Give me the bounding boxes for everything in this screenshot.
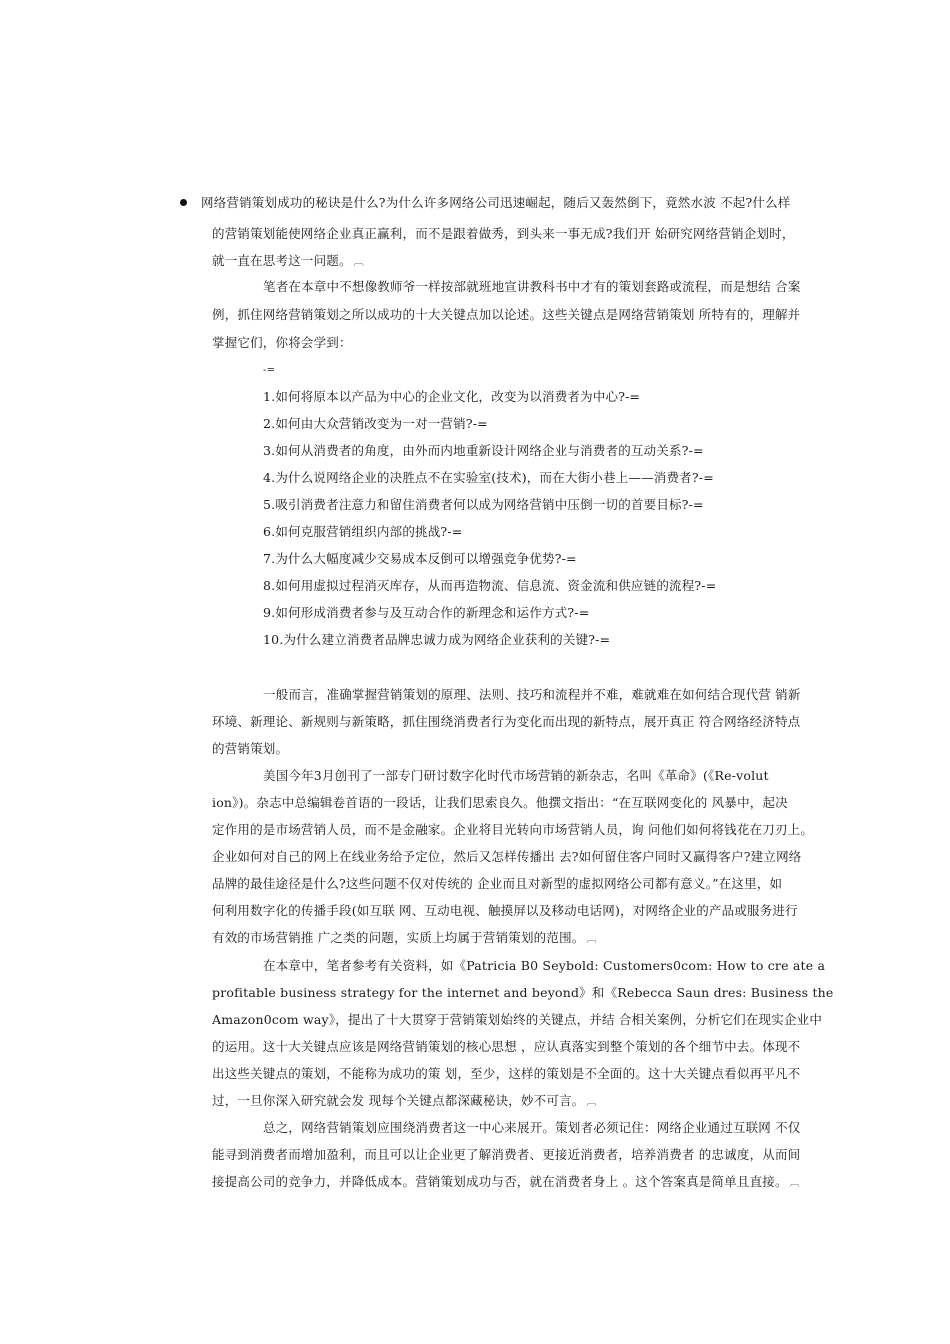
list-item: 3.如何从消费者的角度，由外而内地重新设计网络企业与消费者的互动关系?-=	[263, 443, 704, 458]
para4-line-6: 过，一旦你深入研究就会发 现每个关键点都深藏秘诀，妙不可言。 ︹	[212, 1092, 597, 1112]
para5-line-2: 能寻到消费者而增加盈利，而且可以让企业更了解消费者、更接近消费者，培养消费者 的忠诚度，从而间	[212, 1147, 801, 1162]
list-item: 9.如何形成消费者参与及互动合作的新理念和运作方式?-=	[263, 605, 590, 620]
list-item: 10.为什么建立消费者品牌忠诚力成为网络企业获利的关键?-=	[263, 632, 611, 647]
intro-line-2: 的营销策划能使网络企业真正赢利，而不是跟着做秀，到头来一事无成?我们开 始研究网络营销企划时，	[212, 226, 795, 241]
intro-line-1: 网络营销策划成功的秘诀是什么?为什么许多网络公司迅速崛起，随后又轰然倒下，竟然水波 不起?什么样	[201, 195, 791, 210]
para2-line-3: 的营销策划。	[212, 741, 289, 756]
para1-line-1: 笔者在本章中不想像教师爷一样按部就班地宣讲教科书中才有的策划套路或流程，而是想结 合案	[263, 279, 801, 294]
para2-line-1: 一般而言，准确掌握营销策划的原理、法则、技巧和流程并不难，难就难在如何结合现代营 销新	[263, 687, 801, 702]
para1-line-3: 掌握它们，你将会学到：	[212, 335, 352, 350]
intro-line-3: 就一直在思考这一问题。 ︹	[212, 252, 364, 272]
para3-line-3: 定作用的是市场营销人员，而不是金融家。企业将目光转向市场营销人员，询 问他们如何将钱花在刀刃上。	[212, 822, 814, 837]
list-item: 6.如何克服营销组织内部的挑战?-=	[263, 524, 463, 539]
para3-line-6: 何利用数字化的传播手段(如互联 网、互动电视、触摸屏以及移动电话网)，对网络企业的产品或服务进行	[212, 903, 798, 918]
list-item: 1.如何将原本以产品为中心的企业文化，改变为以消费者为中心?-=	[263, 389, 641, 404]
list-item: 5.吸引消费者注意力和留住消费者何以成为网络营销中压倒一切的首要目标?-=	[263, 497, 704, 512]
para3-line-4: 企业如何对自己的网上在线业务给予定位，然后又怎样传播出 去?如何留住客户同时又赢得客户?建立网络	[212, 849, 802, 864]
list-item: 4.为什么说网络企业的决胜点不在实验室(技术)，而在大街小巷上——消费者?-=	[263, 470, 714, 485]
para4-line-3: Amazon0com way》，提出了十大贯穿于营销策划始终的关键点，并结 合相关案例，分析它们在现实企业中	[212, 1012, 823, 1027]
para3-line-1: 美国今年3月创刊了一部专门研讨数字化时代市场营销的新杂志，名叫《革命》(《Re-volut	[263, 768, 769, 783]
list-item: 8.如何用虚拟过程消灭库存，从而再造物流、信息流、资金流和供应链的流程?-=	[263, 578, 717, 593]
para3-line-7: 有效的市场营销推 广之类的问题，实质上均属于营销策划的范围。 ︹	[212, 929, 597, 949]
para1-line-2: 例，抓住网络营销策划之所以成功的十大关键点加以论述。这些关键点是网络营销策划 所特有的，理解并	[212, 307, 801, 322]
para4-line-1: 在本章中，笔者参考有关资料，如《Patricia B0 Seybold: Customers0com: How to cre ate a	[263, 958, 826, 973]
para3-line-2: ion》)。杂志中总编辑卷首语的一段话，让我们思索良久。他撰文指出：“在互联网变化的 风暴中，起决	[212, 795, 788, 810]
para4-line-5: 出这些关键点的策划，不能称为成功的策 划，至少，这样的策划是不全面的。这十大关键点看似再平凡不	[212, 1066, 801, 1081]
para2-line-2: 环境、新理论、新规则与新策略，抓住围绕消费者行为变化而出现的新特点，展开真正 符合网络经济特点	[212, 714, 801, 729]
para4-line-2: profitable business strategy for the internet and beyond》和《Rebecca Saun dres: Business the	[212, 985, 834, 1000]
para5-line-3: 接提高公司的竞争力，并降低成本。营销策划成功与否，就在消费者身上 。这个答案真是简单且直接。 ︹	[212, 1173, 800, 1193]
para4-line-4: 的运用。这十大关键点应该是网络营销策划的核心思想 ，应认真落实到整个策划的各个细节中去。体现不	[212, 1039, 801, 1054]
list-item: 2.如何由大众营销改变为一对一营销?-=	[263, 416, 488, 431]
bullet-icon	[180, 199, 187, 206]
para3-line-5: 品牌的最佳途径是什么?这些问题不仅对传统的 企业而且对新型的虚拟网络公司都有意义。”在这里，如	[212, 876, 783, 891]
return-mark-icon: ︹	[789, 1178, 800, 1189]
para5-line-1: 总之，网络营销策划应围绕消费者这一中心来展开。策划者必须记住：网络企业通过互联网 不仅	[263, 1120, 801, 1135]
list-head-mark: -=	[263, 365, 276, 376]
return-mark-icon: ︹	[353, 257, 364, 268]
list-item: 7.为什么大幅度减少交易成本反倒可以增强竞争优势?-=	[263, 551, 577, 566]
return-mark-icon: ︹	[586, 1097, 597, 1108]
return-mark-icon: ︹	[586, 934, 597, 945]
